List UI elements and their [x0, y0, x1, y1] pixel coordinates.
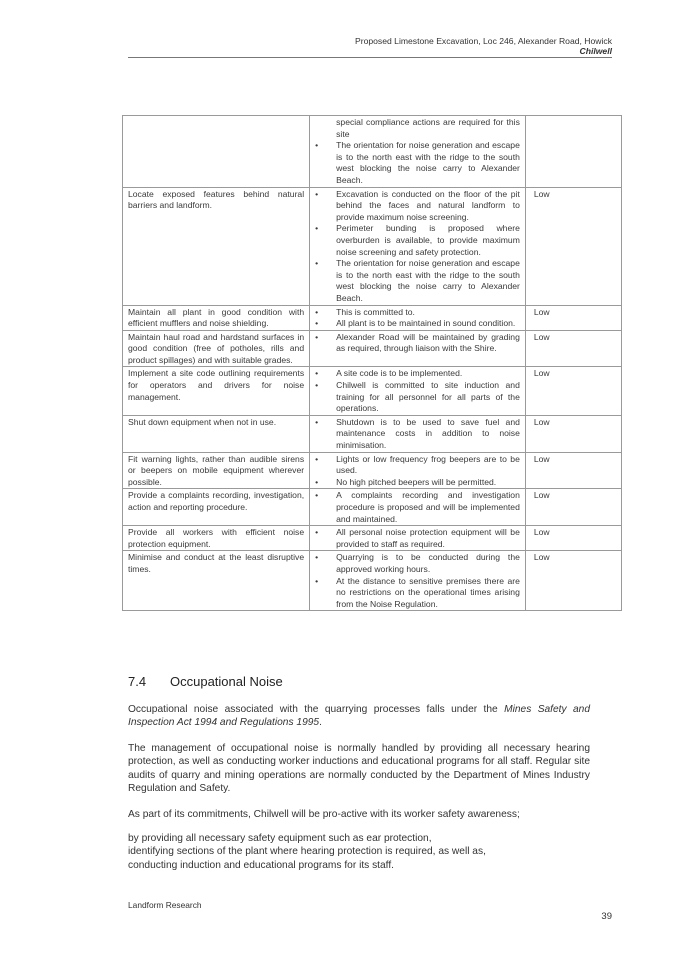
paragraph-management: The management of occupational noise is normally handled by providing all necessary hearing protection, as well as conducting worker inductions and educational programs for all staff. Regular site audits of quarry and mining operations are normally conducted by the Department of Mines Industry Regulation and Safety.: [128, 743, 590, 795]
mitigation-measure-cell: [123, 116, 310, 188]
actions-list: [315, 454, 520, 489]
residual-risk-cell: Low: [525, 452, 621, 489]
residual-risk-cell: Low: [525, 367, 621, 415]
action-item: • Perimeter bunding is proposed where overburden is available, to provide maximum noise screening and safety protection.: [315, 223, 520, 258]
legislation-title: Mines Safety and Inspection Act 1994 and Regulations 1995: [128, 704, 590, 729]
actions-list: [315, 307, 520, 330]
actions-cell: [310, 330, 526, 367]
table-row: [123, 489, 622, 526]
residual-risk-cell: Low: [525, 489, 621, 526]
table-row: [123, 526, 622, 551]
commitment-item: by providing all necessary safety equipment such as ear protection,: [128, 833, 432, 844]
header-divider: [128, 57, 612, 58]
paragraph-legislation-text: Occupational noise associated with the quarrying processes falls under the: [128, 704, 505, 715]
mitigation-measure-cell: Fit warning lights, rather than audible sirens or beepers on mobile equipment wherever possible.: [123, 452, 310, 489]
mitigation-measure-cell: Maintain all plant in good condition with efficient mufflers and noise shielding.: [123, 305, 310, 330]
footer-author: Landform Research: [128, 900, 202, 910]
actions-list: [315, 189, 520, 305]
section-number: 7.4: [128, 674, 147, 689]
noise-management-table-body: [123, 116, 622, 611]
actions-cell: [310, 187, 526, 305]
action-item: • Quarrying is to be conducted during the approved working hours.: [315, 552, 520, 575]
table-row: [123, 367, 622, 415]
actions-cell: [310, 305, 526, 330]
table-row: [123, 116, 622, 188]
header-document-title: Proposed Limestone Excavation, Loc 246, Alexander Road, Howick: [354, 36, 612, 46]
action-item: • A complaints recording and investigation procedure is proposed and will be implemented and maintained.: [315, 490, 520, 525]
paragraph-commitments: As part of its commitments, Chilwell will be pro-active with its worker safety awareness;: [128, 809, 520, 820]
mitigation-measure-cell: Provide a complaints recording, investigation, action and reporting procedure.: [123, 489, 310, 526]
action-item: special compliance actions are required for this site: [336, 117, 520, 139]
paragraph-legislation: [128, 703, 590, 730]
residual-risk-cell: Low: [525, 305, 621, 330]
actions-cell: [310, 489, 526, 526]
residual-risk-cell: Low: [525, 330, 621, 367]
actions-cell: [310, 367, 526, 415]
action-item: • The orientation for noise generation and escape is to the north east with the ridge to the south west blocking the noise carry to Alexander Beach.: [315, 258, 520, 304]
table-row: [123, 305, 622, 330]
action-item: • All personal noise protection equipment will be provided to staff as required.: [315, 527, 520, 550]
actions-cell: [310, 415, 526, 452]
action-item: • Lights or low frequency frog beepers are to be used.: [315, 454, 520, 477]
noise-management-table: [122, 115, 622, 611]
actions-cell: [310, 551, 526, 611]
header-company-name: Chilwell: [579, 46, 612, 56]
action-item: • Excavation is conducted on the floor of the pit behind the faces and natural landform to provide maximum noise screening.: [315, 189, 520, 224]
paragraph-legislation-end: .: [319, 717, 322, 729]
residual-risk-cell: Low: [525, 551, 621, 611]
commitment-item: conducting induction and educational programs for its staff.: [128, 859, 394, 871]
action-item: • The orientation for noise generation and escape is to the north east with the ridge to the south west blocking the noise carry to Alexander Beach.: [315, 140, 520, 186]
mitigation-measure-cell: Maintain haul road and hardstand surfaces in good condition (free of potholes, rills and product spillages) and with suitable grades.: [123, 330, 310, 367]
mitigation-measure-cell: Locate exposed features behind natural barriers and landform.: [123, 187, 310, 305]
mitigation-measure-cell: Provide all workers with efficient noise protection equipment.: [123, 526, 310, 551]
residual-risk-cell: Low: [525, 526, 621, 551]
table-row: [123, 415, 622, 452]
action-item: • Shutdown is to be used to save fuel and maintenance costs in addition to noise minimisation.: [315, 417, 520, 452]
actions-cell: [310, 526, 526, 551]
actions-list: [315, 417, 520, 452]
actions-list: [315, 332, 520, 355]
actions-cell: [310, 452, 526, 489]
section-title: Occupational Noise: [170, 674, 283, 689]
commitment-item: identifying sections of the plant where hearing protection is required, as well as,: [128, 846, 486, 858]
residual-risk-cell: Low: [525, 415, 621, 452]
section-heading: [128, 674, 283, 689]
actions-list: [315, 368, 520, 414]
action-item: • This is committed to.: [315, 307, 520, 319]
actions-cell: [310, 116, 526, 188]
action-item: • No high pitched beepers will be permitted.: [315, 477, 520, 489]
residual-risk-cell: [525, 116, 621, 188]
mitigation-measure-cell: Shut down equipment when not in use.: [123, 415, 310, 452]
commitments-list: [128, 832, 598, 872]
mitigation-measure-cell: Implement a site code outlining requirements for operators and drivers for noise management.: [123, 367, 310, 415]
table-row: [123, 551, 622, 611]
action-item: • Alexander Road will be maintained by grading as required, through liaison with the Shire.: [315, 332, 520, 355]
actions-list: [315, 117, 520, 187]
actions-list: [315, 527, 520, 550]
mitigation-measure-cell: Minimise and conduct at the least disruptive times.: [123, 551, 310, 611]
action-item: • A site code is to be implemented.: [315, 368, 520, 380]
action-item: • Chilwell is committed to site induction and training for all personnel for all parts of the operations.: [315, 380, 520, 415]
table-row: [123, 452, 622, 489]
actions-list: [315, 552, 520, 610]
table-row: [123, 330, 622, 367]
action-item: • At the distance to sensitive premises there are no restrictions on the operational times arising from the Noise Regulation.: [315, 576, 520, 611]
action-item: • All plant is to be maintained in sound condition.: [315, 318, 520, 330]
residual-risk-cell: Low: [525, 187, 621, 305]
page-number: 39: [601, 911, 612, 922]
table-row: [123, 187, 622, 305]
actions-list: [315, 490, 520, 525]
